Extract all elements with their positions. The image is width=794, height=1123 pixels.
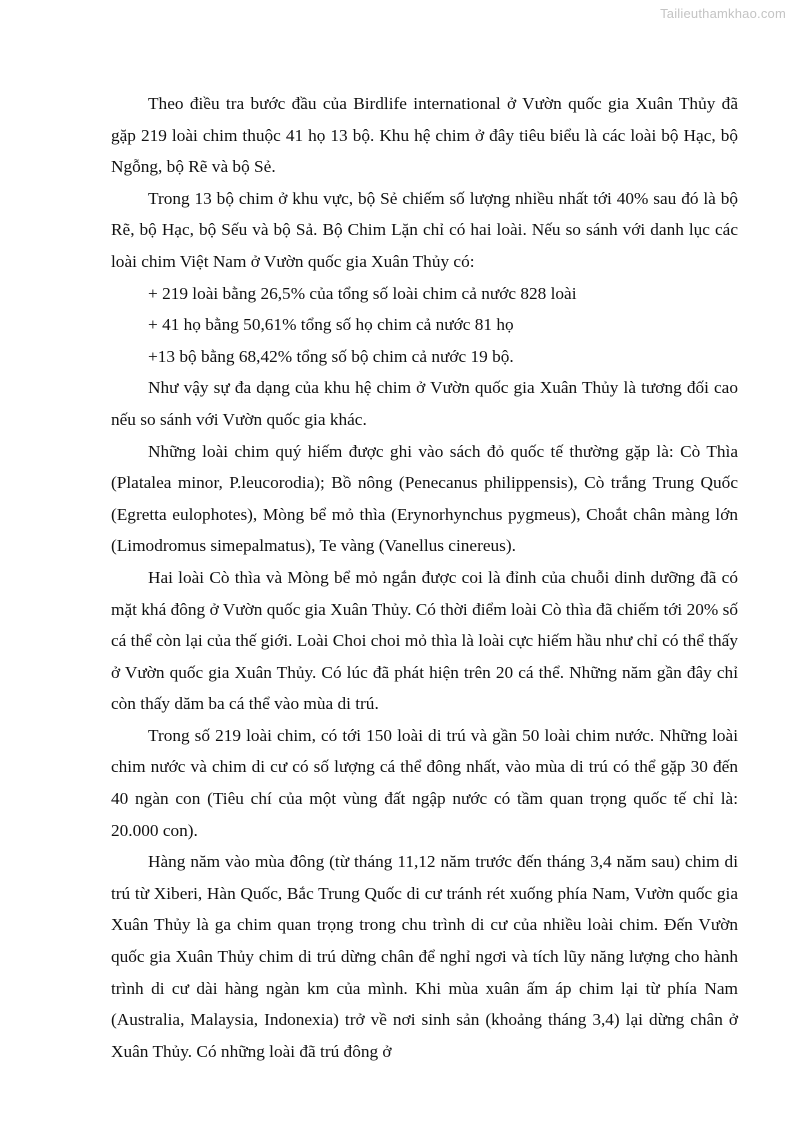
paragraph-orders: Trong 13 bộ chim ở khu vực, bộ Sẻ chiếm số lượng nhiều nhất tới 40% sau đó là bộ Rẽ, bộ Hạc, bộ Sếu và bộ Sả. Bộ Chim Lặn chỉ có hai loài. Nếu so sánh với danh lục các loài chim Việt Nam ở Vườn quốc gia Xuân Thủy có: <box>111 188 738 271</box>
paragraph-migratory: Trong số 219 loài chim, có tới 150 loài di trú và gần 50 loài chim nước. Những loài chim nước và chim di cư có số lượng cá thể đông nhất, vào mùa di trú có thể gặp 30 đến 40 ngàn con (Tiêu chí của một vùng đất ngập nước có tầm quan trọng quốc tế chỉ là: 20.000 con). <box>111 725 738 840</box>
paragraph-rare-species: Những loài chim quý hiếm được ghi vào sách đỏ quốc tế thường gặp là: Cò Thìa (Platalea minor, P.leucorodia); Bồ nông (Penecanus philippensis), Cò trắng Trung Quốc (Egretta eulophotes), Mòng bể mỏ thìa (Erynorhynchus pygmeus), Choắt chân màng lớn (Limodromus simepalmatus), Te vàng (Vanellus cinereus). <box>111 441 738 556</box>
list-item-families: + 41 họ bằng 50,61% tổng số họ chim cả nước 81 họ <box>148 315 514 335</box>
paragraph-spoonbill: Hai loài Cò thìa và Mòng bể mỏ ngắn được coi là đỉnh của chuỗi dinh dưỡng đã có mặt khá đông ở Vườn quốc gia Xuân Thủy. Có thời điểm loài Cò thìa đã chiếm tới 20% số cá thể còn lại của thế giới. Loài Choi choi mỏ thìa là loài cực hiếm hầu như chỉ có thể thấy ở Vườn quốc gia Xuân Thủy. Có lúc đã phát hiện trên 20 cá thể. Những năm gần đây chỉ còn thấy dăm ba cá thể vào mùa di trú. <box>111 567 738 714</box>
paragraph-survey: Theo điều tra bước đầu của Birdlife international ở Vườn quốc gia Xuân Thủy đã gặp 219 loài chim thuộc 41 họ 13 bộ. Khu hệ chim ở đây tiêu biểu là các loài bộ Hạc, bộ Ngỗng, bộ Rẽ và bộ Sẻ. <box>111 94 738 177</box>
paragraph-winter-migration: Hàng năm vào mùa đông (từ tháng 11,12 năm trước đến tháng 3,4 năm sau) chim di trú từ Xiberi, Hàn Quốc, Bắc Trung Quốc di cư tránh rét xuống phía Nam, Vườn quốc gia Xuân Thủy là ga chim quan trọng trong chu trình di cư của nhiều loài chim. Đến Vườn quốc gia Xuân Thủy chim di trú dừng chân để nghỉ ngơi và tích lũy năng lượng cho hành trình di cư dài hàng ngàn km của mình. Khi mùa xuân ấm áp chim lại từ phía Nam (Australia, Malaysia, Indonexia) trở về nơi sinh sản (khoảng tháng 3,4) lại dừng chân ở Xuân Thủy. Có những loài đã trú đông ở <box>111 852 738 1061</box>
list-item-orders: +13 bộ bằng 68,42% tổng số bộ chim cả nước 19 bộ. <box>148 346 514 366</box>
list-item-species: + 219 loài bằng 26,5% của tổng số loài chim cả nước 828 loài <box>148 283 577 303</box>
document-page <box>111 88 738 1067</box>
watermark-text: Tailieuthamkhao.com <box>660 6 786 21</box>
paragraph-diversity: Như vậy sự đa dạng của khu hệ chim ở Vườn quốc gia Xuân Thủy là tương đối cao nếu so sánh với Vườn quốc gia khác. <box>111 378 738 429</box>
